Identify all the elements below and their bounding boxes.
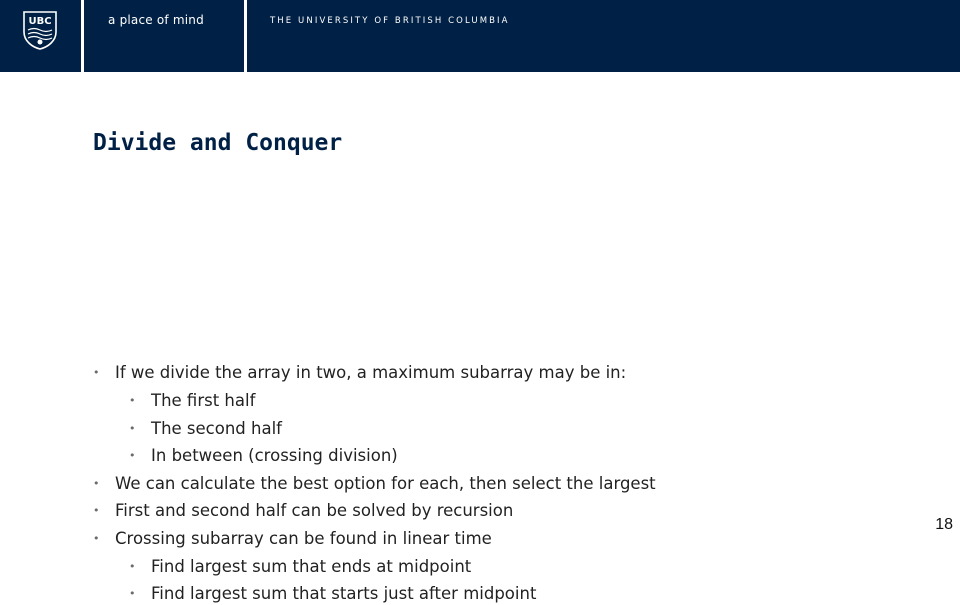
bullet-item [93,473,656,495]
university-name: THE UNIVERSITY OF BRITISH COLUMBIA [270,16,510,26]
slide-title: Divide and Conquer [93,130,343,156]
bullet-dot: • [93,366,100,379]
tagline: a place of mind [108,13,204,27]
bullet-text: Find largest sum that ends at midpoint [151,557,472,576]
bullet-item [93,528,492,550]
bullet-dot: • [129,449,136,462]
bullet-item [93,500,514,522]
bullet-item [129,556,472,578]
header-divider-left [81,0,84,72]
bullet-text: We can calculate the best option for each, then select the largest [115,474,656,493]
bullet-item [129,390,256,412]
bullet-text: If we divide the array in two, a maximum subarray may be in: [115,363,627,382]
bullet-item [129,445,398,467]
ubc-crest-logo [22,10,58,50]
bullet-text: Crossing subarray can be found in linear time [115,529,492,548]
bullet-dot: • [93,477,100,490]
bullet-dot: • [129,422,136,435]
header-divider-right [244,0,247,72]
bullet-text: In between (crossing division) [151,446,398,465]
bullet-item [129,418,282,440]
bullet-text: Find largest sum that starts just after midpoint [151,584,537,603]
bullet-dot: • [129,560,136,573]
page-number: 18 [935,516,953,533]
logo-text: UBC [28,16,52,27]
bullet-dot: • [93,504,100,517]
bullet-item [129,583,537,605]
bullet-item [93,362,627,384]
slide-header [0,0,960,72]
bullet-text: First and second half can be solved by recursion [115,501,514,520]
bullet-text: The second half [151,419,282,438]
bullet-text: The first half [151,391,256,410]
bullet-dot: • [129,587,136,600]
bullet-dot: • [129,394,136,407]
bullet-dot: • [93,532,100,545]
